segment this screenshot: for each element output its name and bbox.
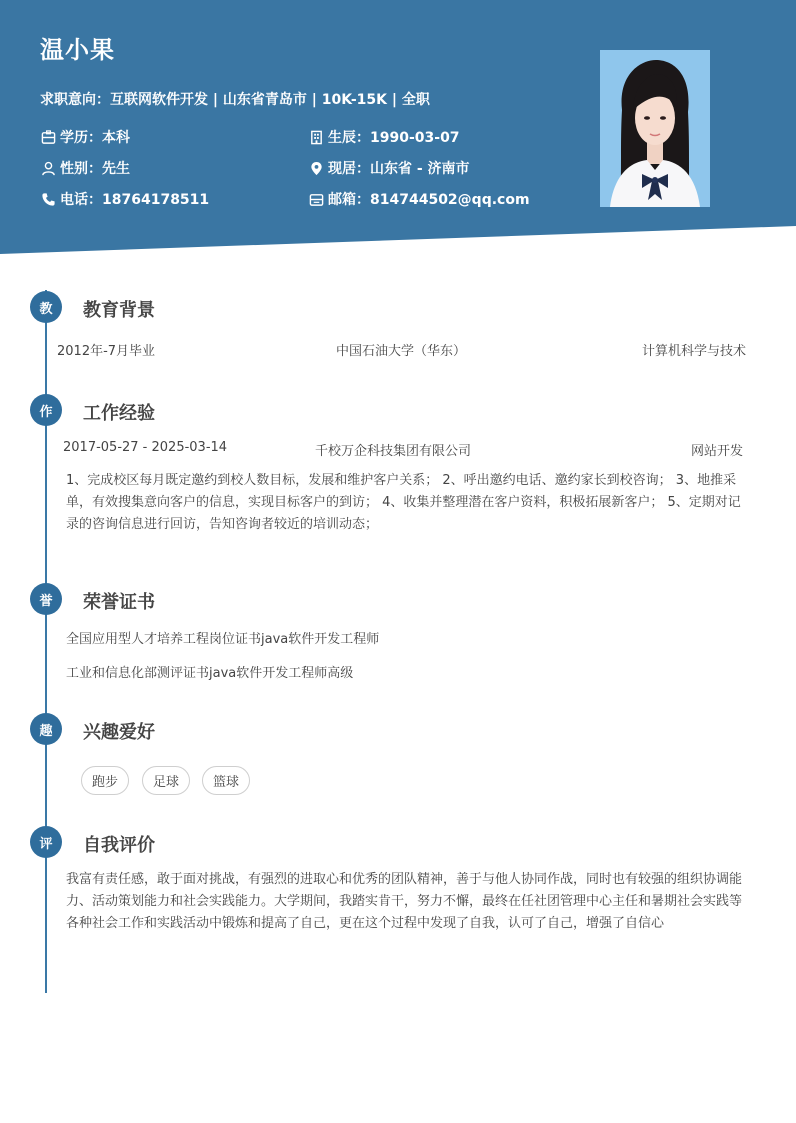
work-date: 2017-05-27 - 2025-03-14 <box>63 440 228 455</box>
education-date: 2012年-7月毕业 <box>57 344 156 359</box>
education-level-text: 学历：本科 <box>60 130 130 146</box>
education-icon <box>40 129 56 145</box>
gender-info <box>40 158 130 178</box>
honor-item: 工业和信息化部测评证书java软件开发工程师高级 <box>66 666 354 681</box>
self-eval-badge: 评 <box>30 826 62 858</box>
location-pin-icon <box>308 160 324 176</box>
education-level-info <box>40 127 130 147</box>
education-school: 中国石油大学（华东） <box>336 344 467 359</box>
education-title: 教育背景 <box>83 300 155 321</box>
work-position: 网站开发 <box>691 444 744 459</box>
building-icon <box>308 129 324 145</box>
hobby-tag: 跑步 <box>81 766 129 795</box>
honor-item: 全国应用型人才培养工程岗位证书java软件开发工程师 <box>66 632 380 647</box>
phone-info <box>40 189 209 209</box>
residence-text: 现居：山东省 - 济南市 <box>328 161 470 177</box>
phone-text: 电话：18764178511 <box>60 192 210 208</box>
profile-photo <box>600 50 710 207</box>
gender-text: 性别：先生 <box>60 161 130 177</box>
email-info <box>308 189 530 209</box>
birth-info <box>308 127 460 147</box>
honors-badge: 誉 <box>30 583 62 615</box>
candidate-name: 温小果 <box>40 36 115 64</box>
email-text: 邮箱：814744502@qq.com <box>328 192 530 208</box>
work-description: 1、完成校区每月既定邀约到校人数目标，发展和维护客户关系； 2、呼出邀约电话、邀约家长到校咨询； 3、地推采单，有效搜集意向客户的信息，实现目标客户的到访； 4、收集并整理潜在客户资料，积极拓展新客户； 5、定期对记录的咨询信息进行回访，告知咨询者较近的培训动态； <box>66 473 741 532</box>
hobby-tag: 足球 <box>142 766 190 795</box>
hobbies-badge: 趣 <box>30 713 62 745</box>
mail-icon <box>308 191 324 207</box>
residence-info <box>308 158 470 178</box>
education-badge: 教 <box>30 291 62 323</box>
phone-icon <box>40 191 56 207</box>
self-eval-text: 我富有责任感，敢于面对挑战，有强烈的进取心和优秀的团队精神，善于与他人协同作战，同时也有较强的组织协调能力、活动策划能力和社会实践能力。大学期间，我踏实肯干，努力不懈，最终在任社团管理中心主任和暑期社会实践等各种社会工作和实践活动中锻炼和提高了自己，更在这个过程中发现了自我，认可了自己，增强了自信心 <box>66 872 743 931</box>
person-icon <box>40 160 56 176</box>
work-title: 工作经验 <box>83 403 155 424</box>
honors-title: 荣誉证书 <box>83 592 155 613</box>
birth-text: 生辰：1990-03-07 <box>328 130 460 146</box>
hobbies-title: 兴趣爱好 <box>83 722 155 743</box>
work-company: 千校万企科技集团有限公司 <box>315 444 472 459</box>
hobby-tag: 篮球 <box>202 766 250 795</box>
work-badge: 作 <box>30 394 62 426</box>
self-eval-title: 自我评价 <box>83 835 155 856</box>
job-objective: 求职意向：互联网软件开发 | 山东省青岛市 | 10K-15K | 全职 <box>40 92 430 108</box>
education-major: 计算机科学与技术 <box>642 344 747 359</box>
